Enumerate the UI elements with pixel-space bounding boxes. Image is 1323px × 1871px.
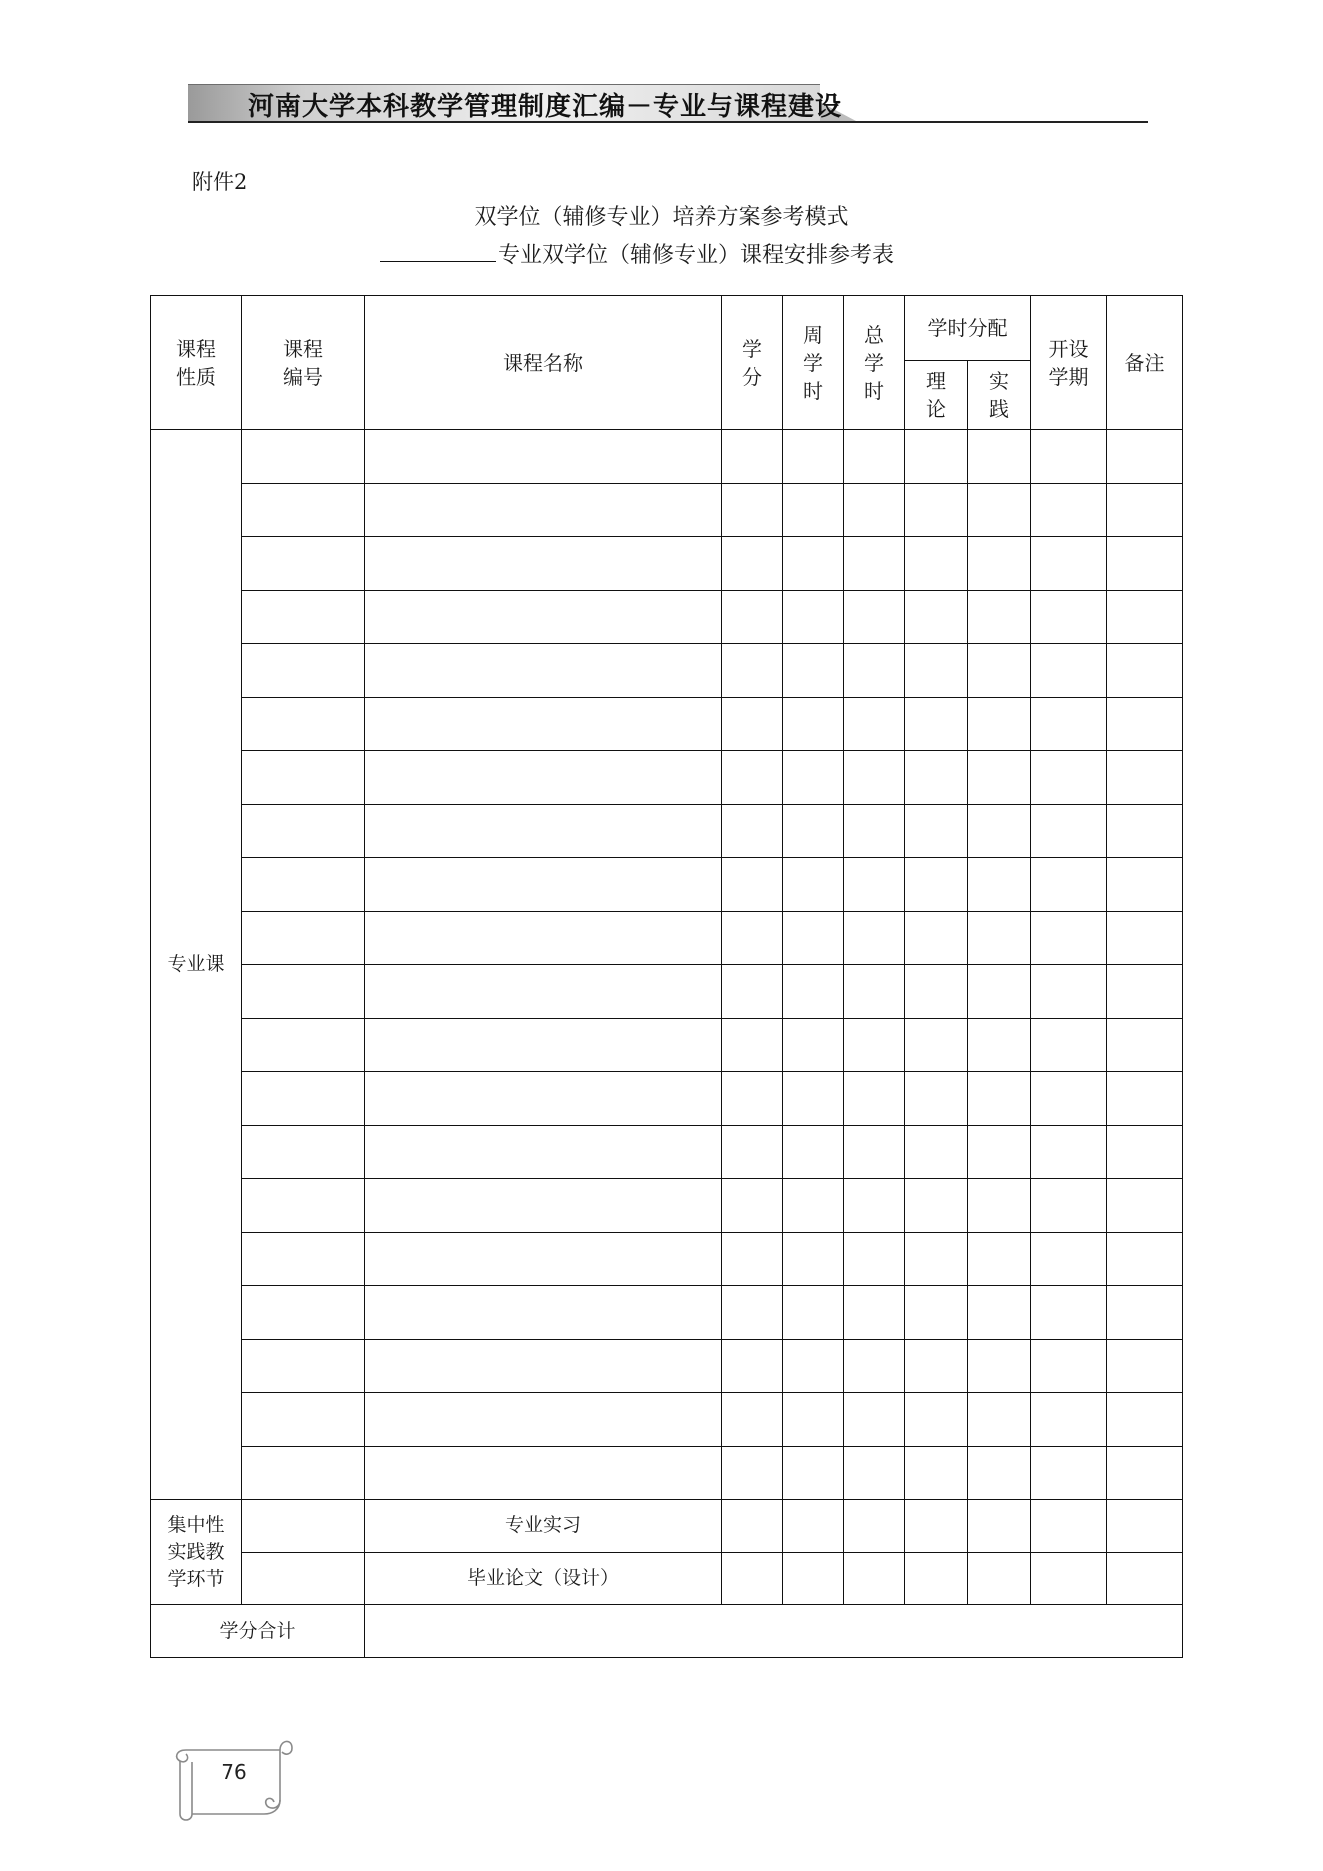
course-name-cell[interactable] xyxy=(365,1018,722,1072)
practical-row xyxy=(151,1500,1183,1553)
course-code-cell[interactable] xyxy=(242,697,365,751)
table-row xyxy=(151,430,1183,484)
course-name-cell[interactable] xyxy=(365,1072,722,1126)
practice-hours-cell[interactable] xyxy=(968,1125,1031,1179)
semester-cell[interactable] xyxy=(1031,1552,1107,1605)
theory-hours-cell[interactable] xyxy=(905,1018,968,1072)
table-row xyxy=(151,537,1183,591)
header-title: 河南大学本科教学管理制度汇编－专业与课程建设 xyxy=(248,92,843,122)
weekly-hours-cell[interactable] xyxy=(783,1286,844,1340)
course-code-cell[interactable] xyxy=(242,858,365,912)
credit-cell[interactable] xyxy=(722,590,783,644)
total-hours-cell[interactable] xyxy=(844,537,905,591)
credit-total-value[interactable] xyxy=(365,1605,1183,1658)
semester-cell[interactable] xyxy=(1031,537,1107,591)
practice-hours-cell[interactable] xyxy=(968,1286,1031,1340)
theory-hours-cell[interactable] xyxy=(905,965,968,1019)
theory-hours-cell[interactable] xyxy=(905,1286,968,1340)
header-rule xyxy=(188,121,1148,123)
semester-cell[interactable] xyxy=(1031,1286,1107,1340)
header-hours-distribution: 学时分配 xyxy=(905,296,1031,361)
weekly-hours-cell[interactable] xyxy=(783,1393,844,1447)
total-hours-cell[interactable] xyxy=(844,965,905,1019)
course-name-cell[interactable] xyxy=(365,644,722,698)
practice-hours-cell[interactable] xyxy=(968,1179,1031,1233)
course-code-cell[interactable] xyxy=(242,1125,365,1179)
practice-hours-cell[interactable] xyxy=(968,590,1031,644)
theory-hours-cell[interactable] xyxy=(905,430,968,484)
course-name-cell[interactable] xyxy=(365,1446,722,1500)
practice-hours-cell[interactable] xyxy=(968,1232,1031,1286)
table-row xyxy=(151,697,1183,751)
credit-cell[interactable] xyxy=(722,1072,783,1126)
practice-hours-cell[interactable] xyxy=(968,1393,1031,1447)
course-name-cell[interactable] xyxy=(365,911,722,965)
semester-cell[interactable] xyxy=(1031,1339,1107,1393)
semester-cell[interactable] xyxy=(1031,751,1107,805)
course-code-cell[interactable] xyxy=(242,1552,365,1605)
major-name-blank[interactable] xyxy=(380,243,496,262)
table-row xyxy=(151,1179,1183,1233)
attachment-label: 附件2 xyxy=(192,170,248,194)
practice-hours-cell[interactable] xyxy=(968,858,1031,912)
page-number: 76 xyxy=(221,1760,247,1784)
remarks-cell[interactable] xyxy=(1107,1179,1183,1233)
header-total-hours: 总 学 时 xyxy=(844,296,905,430)
credit-cell[interactable] xyxy=(722,751,783,805)
theory-hours-cell[interactable] xyxy=(905,1393,968,1447)
total-hours-cell[interactable] xyxy=(844,751,905,805)
remarks-cell[interactable] xyxy=(1107,1446,1183,1500)
table-row xyxy=(151,644,1183,698)
credit-cell[interactable] xyxy=(722,483,783,537)
course-name-cell[interactable] xyxy=(365,1179,722,1233)
header-semester: 开设 学期 xyxy=(1031,296,1107,430)
table-row xyxy=(151,1018,1183,1072)
semester-cell[interactable] xyxy=(1031,1446,1107,1500)
course-code-cell[interactable] xyxy=(242,804,365,858)
total-hours-cell[interactable] xyxy=(844,1179,905,1233)
weekly-hours-cell[interactable] xyxy=(783,965,844,1019)
practice-hours-cell[interactable] xyxy=(968,911,1031,965)
practice-hours-cell[interactable] xyxy=(968,1446,1031,1500)
header-practice: 实 践 xyxy=(968,361,1031,430)
remarks-cell[interactable] xyxy=(1107,1500,1183,1553)
header-theory: 理 论 xyxy=(905,361,968,430)
remarks-cell[interactable] xyxy=(1107,537,1183,591)
table-row xyxy=(151,911,1183,965)
course-code-cell[interactable] xyxy=(242,965,365,1019)
theory-hours-cell[interactable] xyxy=(905,1232,968,1286)
remarks-cell[interactable] xyxy=(1107,483,1183,537)
remarks-cell[interactable] xyxy=(1107,1232,1183,1286)
table-row xyxy=(151,858,1183,912)
practice-hours-cell[interactable] xyxy=(968,697,1031,751)
theory-hours-cell[interactable] xyxy=(905,1179,968,1233)
header-remarks: 备注 xyxy=(1107,296,1183,430)
practical-section-label: 集中性 实践教 学环节 xyxy=(151,1500,242,1605)
credit-cell[interactable] xyxy=(722,1446,783,1500)
table-row xyxy=(151,1286,1183,1340)
credit-cell[interactable] xyxy=(722,858,783,912)
credit-cell[interactable] xyxy=(722,911,783,965)
table-row xyxy=(151,965,1183,1019)
total-hours-cell[interactable] xyxy=(844,1232,905,1286)
credit-cell[interactable] xyxy=(722,697,783,751)
course-code-cell[interactable] xyxy=(242,1286,365,1340)
header-credit: 学 分 xyxy=(722,296,783,430)
table-row xyxy=(151,751,1183,805)
sub-title xyxy=(380,238,894,269)
remarks-cell[interactable] xyxy=(1107,751,1183,805)
course-code-cell[interactable] xyxy=(242,537,365,591)
credit-total-label: 学分合计 xyxy=(151,1605,365,1658)
practical-item-name: 毕业论文（设计） xyxy=(365,1552,722,1605)
semester-cell[interactable] xyxy=(1031,1393,1107,1447)
course-name-cell[interactable] xyxy=(365,804,722,858)
practice-hours-cell[interactable] xyxy=(968,537,1031,591)
course-code-cell[interactable] xyxy=(242,1179,365,1233)
course-code-cell[interactable] xyxy=(242,1232,365,1286)
total-hours-cell[interactable] xyxy=(844,858,905,912)
weekly-hours-cell[interactable] xyxy=(783,1179,844,1233)
weekly-hours-cell[interactable] xyxy=(783,1232,844,1286)
course-code-cell[interactable] xyxy=(242,1500,365,1553)
course-name-cell[interactable] xyxy=(365,858,722,912)
remarks-cell[interactable] xyxy=(1107,1125,1183,1179)
remarks-cell[interactable] xyxy=(1107,697,1183,751)
course-code-cell[interactable] xyxy=(242,1072,365,1126)
remarks-cell[interactable] xyxy=(1107,1552,1183,1605)
remarks-cell[interactable] xyxy=(1107,430,1183,484)
semester-cell[interactable] xyxy=(1031,804,1107,858)
total-hours-cell[interactable] xyxy=(844,697,905,751)
course-name-cell[interactable] xyxy=(365,537,722,591)
course-code-cell[interactable] xyxy=(242,1446,365,1500)
total-hours-cell[interactable] xyxy=(844,911,905,965)
weekly-hours-cell[interactable] xyxy=(783,1552,844,1605)
course-code-cell[interactable] xyxy=(242,590,365,644)
credit-cell[interactable] xyxy=(722,1018,783,1072)
course-schedule-table xyxy=(150,295,1183,1658)
practice-hours-cell[interactable] xyxy=(968,1500,1031,1553)
weekly-hours-cell[interactable] xyxy=(783,858,844,912)
header-course-nature: 课程 性质 xyxy=(151,296,242,430)
course-name-cell[interactable] xyxy=(365,1286,722,1340)
total-hours-cell[interactable] xyxy=(844,430,905,484)
theory-hours-cell[interactable] xyxy=(905,858,968,912)
semester-cell[interactable] xyxy=(1031,590,1107,644)
theory-hours-cell[interactable] xyxy=(905,1500,968,1553)
total-hours-cell[interactable] xyxy=(844,1446,905,1500)
weekly-hours-cell[interactable] xyxy=(783,697,844,751)
practice-hours-cell[interactable] xyxy=(968,1552,1031,1605)
credit-total-row xyxy=(151,1605,1183,1658)
weekly-hours-cell[interactable] xyxy=(783,1018,844,1072)
table-row xyxy=(151,1446,1183,1500)
practice-hours-cell[interactable] xyxy=(968,751,1031,805)
practice-hours-cell[interactable] xyxy=(968,644,1031,698)
course-code-cell[interactable] xyxy=(242,1393,365,1447)
remarks-cell[interactable] xyxy=(1107,644,1183,698)
weekly-hours-cell[interactable] xyxy=(783,430,844,484)
course-name-cell[interactable] xyxy=(365,1339,722,1393)
credit-cell[interactable] xyxy=(722,804,783,858)
practice-hours-cell[interactable] xyxy=(968,430,1031,484)
course-name-cell[interactable] xyxy=(365,590,722,644)
weekly-hours-cell[interactable] xyxy=(783,590,844,644)
credit-cell[interactable] xyxy=(722,965,783,1019)
semester-cell[interactable] xyxy=(1031,1232,1107,1286)
course-code-cell[interactable] xyxy=(242,483,365,537)
course-code-cell[interactable] xyxy=(242,1339,365,1393)
semester-cell[interactable] xyxy=(1031,965,1107,1019)
table-row xyxy=(151,1125,1183,1179)
practical-row xyxy=(151,1552,1183,1605)
total-hours-cell[interactable] xyxy=(844,804,905,858)
theory-hours-cell[interactable] xyxy=(905,804,968,858)
theory-hours-cell[interactable] xyxy=(905,644,968,698)
weekly-hours-cell[interactable] xyxy=(783,804,844,858)
semester-cell[interactable] xyxy=(1031,644,1107,698)
course-name-cell[interactable] xyxy=(365,1393,722,1447)
credit-cell[interactable] xyxy=(722,1552,783,1605)
total-hours-cell[interactable] xyxy=(844,1286,905,1340)
course-name-cell[interactable] xyxy=(365,697,722,751)
weekly-hours-cell[interactable] xyxy=(783,1339,844,1393)
semester-cell[interactable] xyxy=(1031,1125,1107,1179)
theory-hours-cell[interactable] xyxy=(905,1446,968,1500)
total-hours-cell[interactable] xyxy=(844,644,905,698)
semester-cell[interactable] xyxy=(1031,1072,1107,1126)
remarks-cell[interactable] xyxy=(1107,965,1183,1019)
theory-hours-cell[interactable] xyxy=(905,590,968,644)
theory-hours-cell[interactable] xyxy=(905,537,968,591)
credit-cell[interactable] xyxy=(722,430,783,484)
weekly-hours-cell[interactable] xyxy=(783,751,844,805)
remarks-cell[interactable] xyxy=(1107,1286,1183,1340)
remarks-cell[interactable] xyxy=(1107,911,1183,965)
remarks-cell[interactable] xyxy=(1107,1072,1183,1126)
table-row xyxy=(151,590,1183,644)
practical-item-name: 专业实习 xyxy=(365,1500,722,1553)
total-hours-cell[interactable] xyxy=(844,1072,905,1126)
table-row xyxy=(151,1393,1183,1447)
total-hours-cell[interactable] xyxy=(844,483,905,537)
semester-cell[interactable] xyxy=(1031,483,1107,537)
weekly-hours-cell[interactable] xyxy=(783,537,844,591)
weekly-hours-cell[interactable] xyxy=(783,1125,844,1179)
course-name-cell[interactable] xyxy=(365,1125,722,1179)
practice-hours-cell[interactable] xyxy=(968,965,1031,1019)
remarks-cell[interactable] xyxy=(1107,1339,1183,1393)
course-code-cell[interactable] xyxy=(242,751,365,805)
course-name-cell[interactable] xyxy=(365,751,722,805)
semester-cell[interactable] xyxy=(1031,911,1107,965)
header-weekly-hours: 周 学 时 xyxy=(783,296,844,430)
practice-hours-cell[interactable] xyxy=(968,1018,1031,1072)
header-course-code: 课程 编号 xyxy=(242,296,365,430)
total-hours-cell[interactable] xyxy=(844,1018,905,1072)
weekly-hours-cell[interactable] xyxy=(783,1072,844,1126)
semester-cell[interactable] xyxy=(1031,1500,1107,1553)
practice-hours-cell[interactable] xyxy=(968,804,1031,858)
theory-hours-cell[interactable] xyxy=(905,697,968,751)
total-hours-cell[interactable] xyxy=(844,1125,905,1179)
practice-hours-cell[interactable] xyxy=(968,1339,1031,1393)
table-row xyxy=(151,1232,1183,1286)
semester-cell[interactable] xyxy=(1031,697,1107,751)
credit-cell[interactable] xyxy=(722,1179,783,1233)
semester-cell[interactable] xyxy=(1031,1179,1107,1233)
theory-hours-cell[interactable] xyxy=(905,483,968,537)
total-hours-cell[interactable] xyxy=(844,1339,905,1393)
credit-cell[interactable] xyxy=(722,1500,783,1553)
course-code-cell[interactable] xyxy=(242,644,365,698)
course-name-cell[interactable] xyxy=(365,965,722,1019)
credit-cell[interactable] xyxy=(722,1393,783,1447)
total-hours-cell[interactable] xyxy=(844,1500,905,1553)
course-code-cell[interactable] xyxy=(242,430,365,484)
weekly-hours-cell[interactable] xyxy=(783,911,844,965)
total-hours-cell[interactable] xyxy=(844,590,905,644)
credit-cell[interactable] xyxy=(722,1339,783,1393)
theory-hours-cell[interactable] xyxy=(905,1125,968,1179)
major-course-label: 专业课 xyxy=(151,430,242,1500)
semester-cell[interactable] xyxy=(1031,430,1107,484)
theory-hours-cell[interactable] xyxy=(905,1339,968,1393)
practice-hours-cell[interactable] xyxy=(968,1072,1031,1126)
credit-cell[interactable] xyxy=(722,1286,783,1340)
credit-cell[interactable] xyxy=(722,1125,783,1179)
practice-hours-cell[interactable] xyxy=(968,483,1031,537)
sub-title-text: 专业双学位（辅修专业）课程安排参考表 xyxy=(498,243,895,268)
remarks-cell[interactable] xyxy=(1107,590,1183,644)
credit-cell[interactable] xyxy=(722,644,783,698)
remarks-cell[interactable] xyxy=(1107,1393,1183,1447)
credit-cell[interactable] xyxy=(722,1232,783,1286)
remarks-cell[interactable] xyxy=(1107,858,1183,912)
semester-cell[interactable] xyxy=(1031,1018,1107,1072)
table-row xyxy=(151,804,1183,858)
weekly-hours-cell[interactable] xyxy=(783,483,844,537)
weekly-hours-cell[interactable] xyxy=(783,1446,844,1500)
semester-cell[interactable] xyxy=(1031,858,1107,912)
theory-hours-cell[interactable] xyxy=(905,1072,968,1126)
course-code-cell[interactable] xyxy=(242,1018,365,1072)
table-row xyxy=(151,1072,1183,1126)
header-course-name: 课程名称 xyxy=(365,296,722,430)
weekly-hours-cell[interactable] xyxy=(783,1500,844,1553)
main-title: 双学位（辅修专业）培养方案参考模式 xyxy=(474,205,849,230)
course-name-cell[interactable] xyxy=(365,1232,722,1286)
remarks-cell[interactable] xyxy=(1107,1018,1183,1072)
course-name-cell[interactable] xyxy=(365,483,722,537)
remarks-cell[interactable] xyxy=(1107,804,1183,858)
course-name-cell[interactable] xyxy=(365,430,722,484)
theory-hours-cell[interactable] xyxy=(905,911,968,965)
table-row xyxy=(151,1339,1183,1393)
course-code-cell[interactable] xyxy=(242,911,365,965)
total-hours-cell[interactable] xyxy=(844,1552,905,1605)
table-row xyxy=(151,483,1183,537)
theory-hours-cell[interactable] xyxy=(905,1552,968,1605)
credit-cell[interactable] xyxy=(722,537,783,591)
theory-hours-cell[interactable] xyxy=(905,751,968,805)
total-hours-cell[interactable] xyxy=(844,1393,905,1447)
weekly-hours-cell[interactable] xyxy=(783,644,844,698)
